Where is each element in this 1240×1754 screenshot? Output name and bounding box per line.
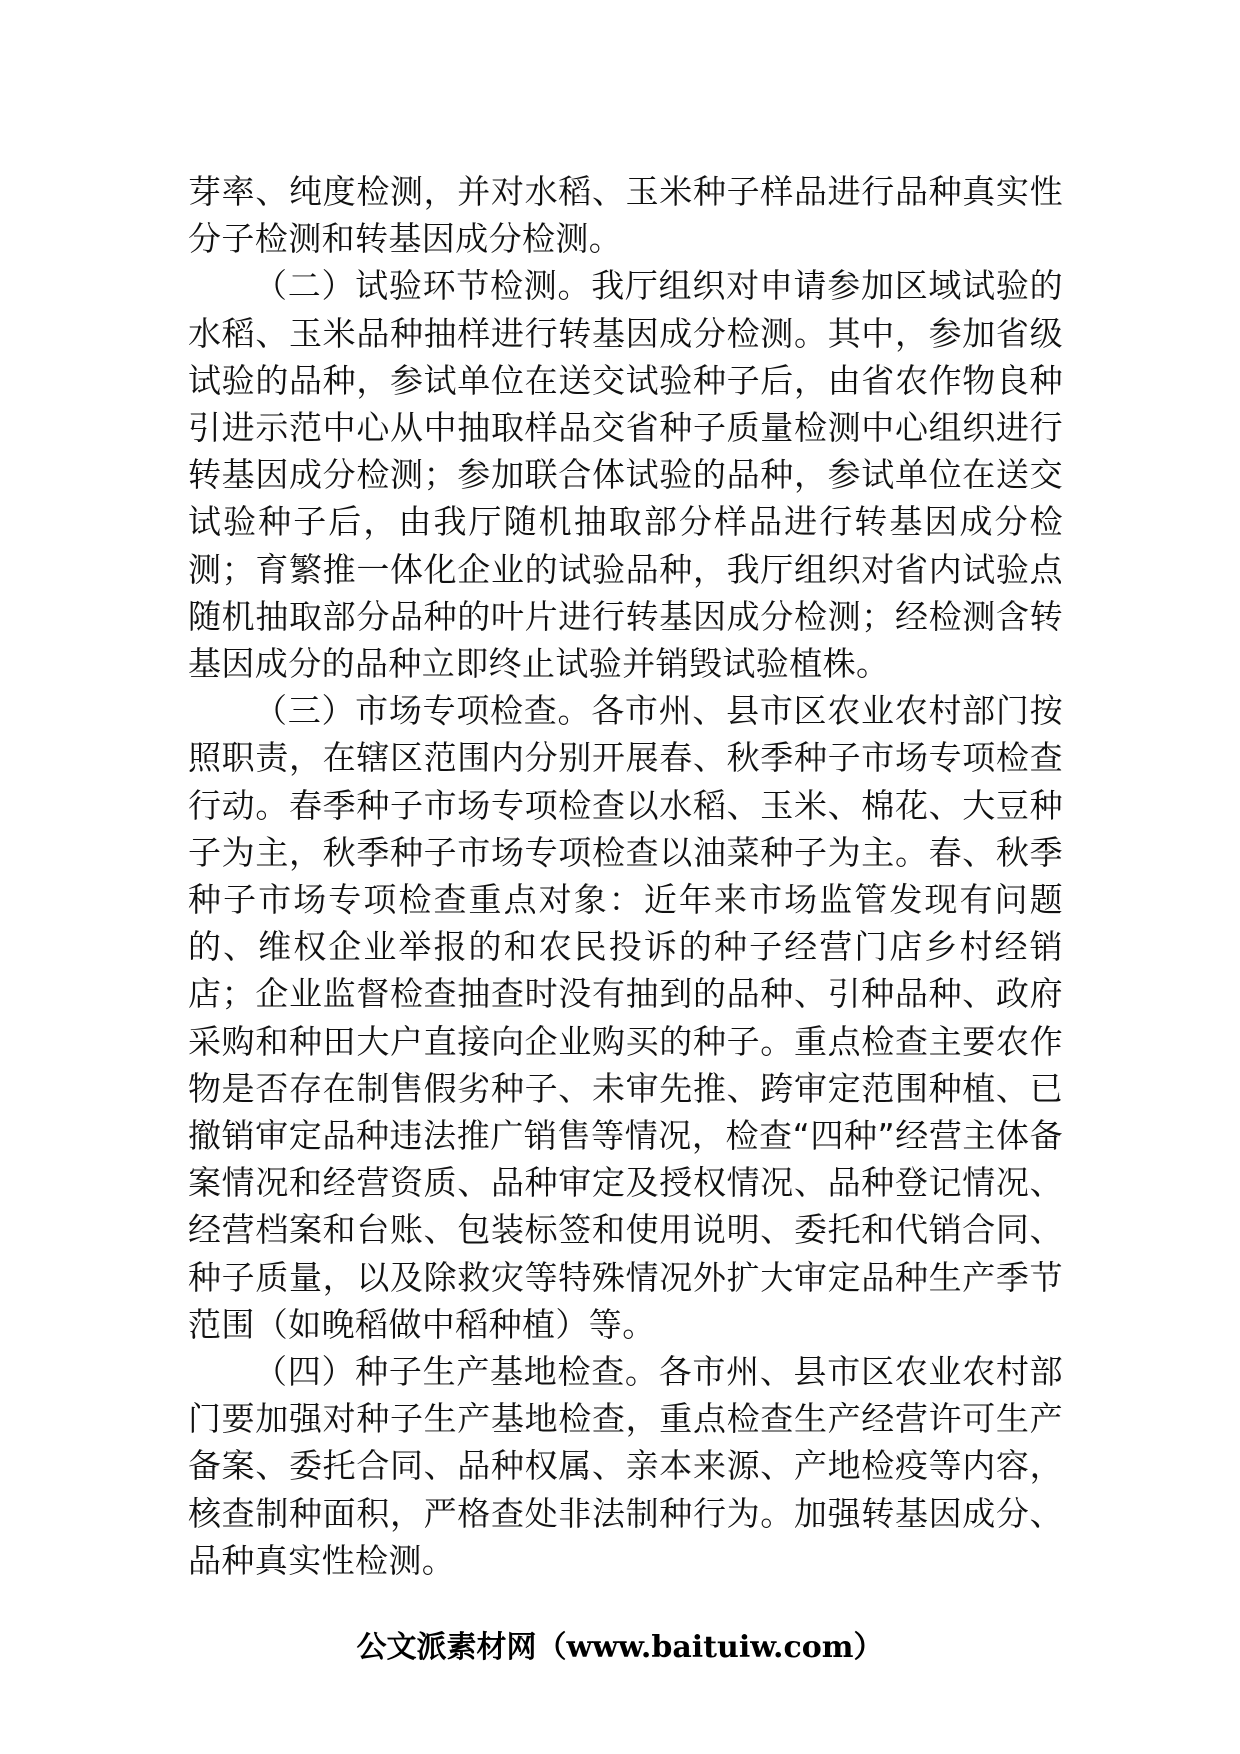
footer-watermark: 公文派素材网（www.baituiw.com） (356, 1630, 884, 1665)
paragraph-trial-testing: （二）试验环节检测。我厅组织对申请参加区域试验的水稻、玉米品种抽样进行转基因成分检测。其中，参加省级试验的品种，参试单位在送交试验种子后，由省农作物良种引进示范中心从中抽取样品交省种子质量检测中心组织进行转基因成分检测；参加联合体试验的品种，参试单位在送交试验种子后，由我厅随机抽取部分样品进行转基因成分检测；育繁推一体化企业的试验品种，我厅组织对省内试验点随机抽取部分品种的叶片进行转基因成分检测；经检测含转基因成分的品种立即终止试验并销毁试验植株。 (188, 266, 1063, 684)
paragraph-production-base-inspection: （四）种子生产基地检查。各市州、县市区农业农村部门要加强对种子生产基地检查，重点检查生产经营许可生产备案、委托合同、品种权属、亲本来源、产地检疫等内容，核查制种面积，严格查处非法制种行为。加强转基因成分、品种真实性检测。 (188, 1352, 1063, 1580)
paragraph-continuation: 芽率、纯度检测，并对水稻、玉米种子样品进行品种真实性分子检测和转基因成分检测。 (188, 172, 1063, 259)
paragraph-market-inspection: （三）市场专项检查。各市州、县市区农业农村部门按照职责，在辖区范围内分别开展春、秋季种子市场专项检查行动。春季种子市场专项检查以水稻、玉米、棉花、大豆种子为主，秋季种子市场专项检查以油菜种子为主。春、秋季种子市场专项检查重点对象：近年来市场监管发现有问题的、维权企业举报的和农民投诉的种子经营门店乡村经销店；企业监督检查抽查时没有抽到的品种、引种品种、政府采购和种田大户直接向企业购买的种子。重点检查主要农作物是否存在制售假劣种子、未审先推、跨审定范围种植、已撤销审定品种违法推广销售等情况，检查“四种”经营主体备案情况和经营资质、品种审定及授权情况、品种登记情况、经营档案和台账、包装标签和使用说明、委托和代销合同、种子质量，以及除救灾等特殊情况外扩大审定品种生产季节范围（如晚稻做中稻种植）等。 (188, 691, 1063, 1344)
document-body (188, 168, 1063, 1584)
